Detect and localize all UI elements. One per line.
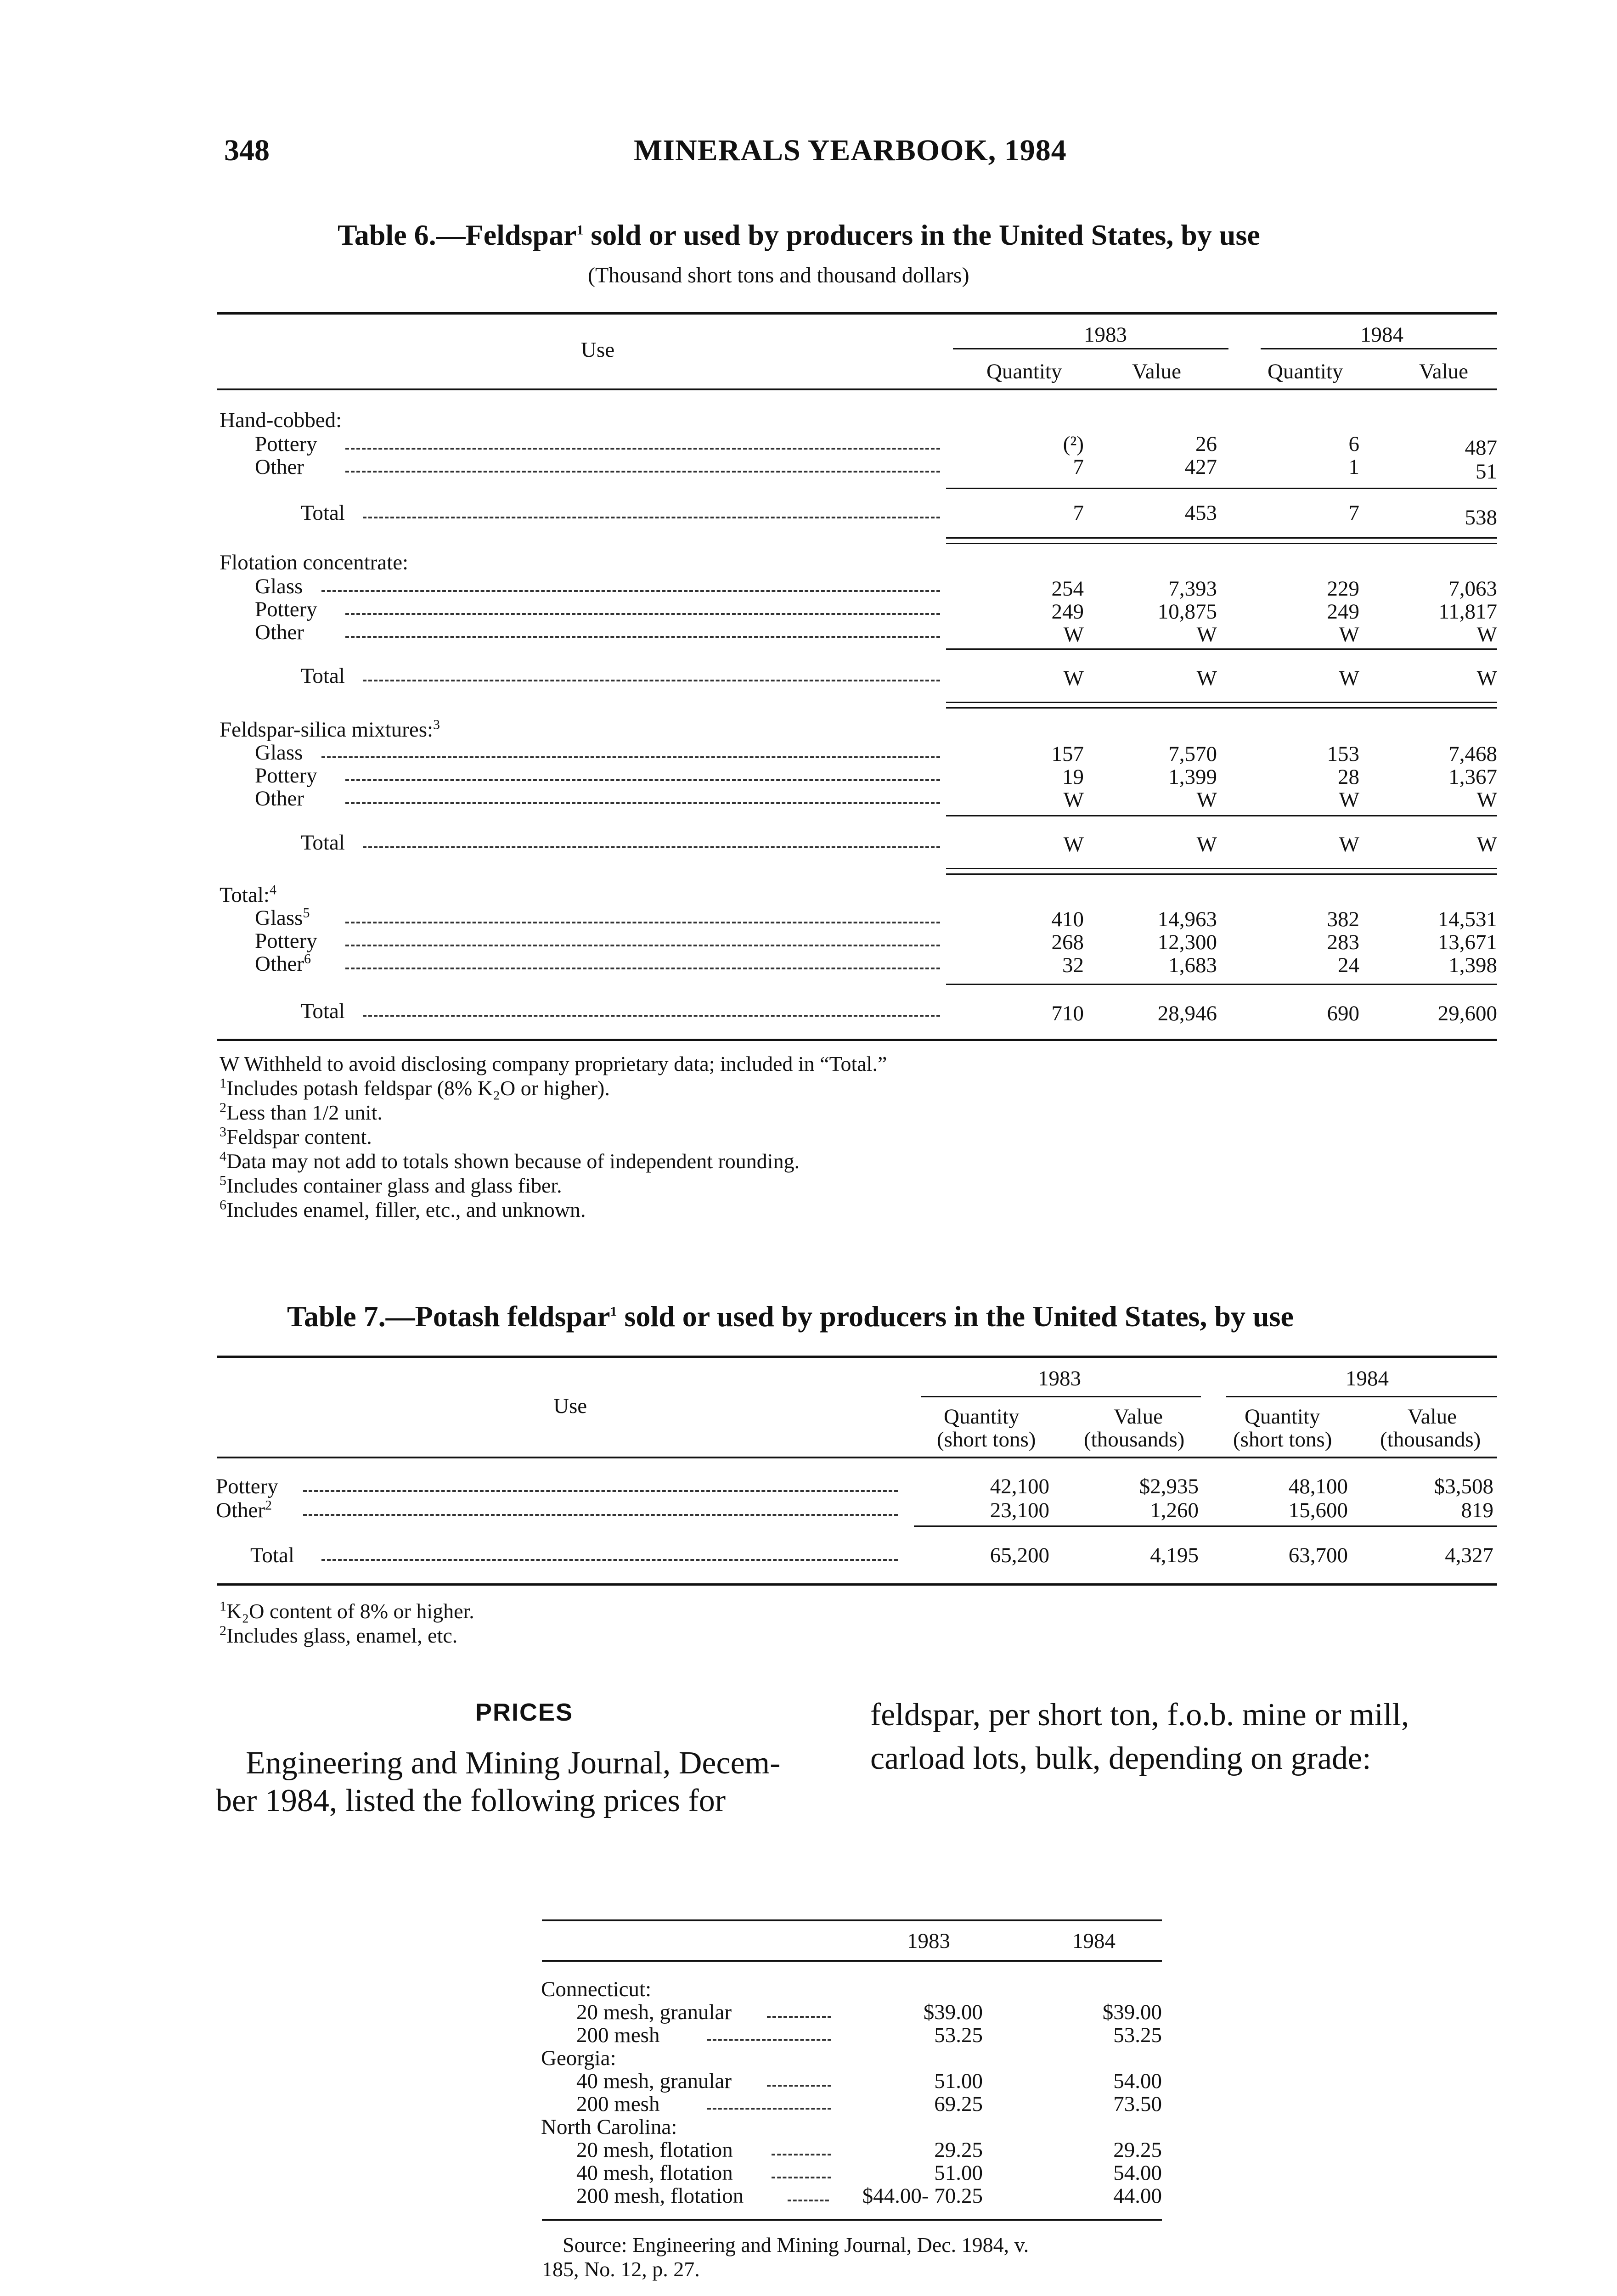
cell-q83: 410 bbox=[1051, 907, 1084, 931]
page-number: 348 bbox=[224, 134, 270, 167]
section-double-rule bbox=[946, 702, 1497, 703]
cell-q83: 32 bbox=[1062, 953, 1084, 977]
table6-col-use: Use bbox=[581, 338, 615, 362]
table7-col-quantity-unit-1983: (short tons) bbox=[937, 1428, 1036, 1452]
leader-dots bbox=[303, 1514, 898, 1516]
table6-top-rule bbox=[217, 312, 1497, 315]
table7-col-quantity-1984: Quantity bbox=[1245, 1405, 1320, 1429]
total-v83: W bbox=[1196, 666, 1217, 690]
footnote: $^4$Data may not add to totals shown because of independent rounding. bbox=[220, 1148, 800, 1173]
cell-v84: $3,508 bbox=[1434, 1474, 1493, 1498]
cell-v84: 7,063 bbox=[1448, 577, 1497, 601]
prices-state: North Carolina: bbox=[541, 2115, 677, 2139]
table7-top-rule bbox=[217, 1356, 1497, 1358]
prices-v83: 53.25 bbox=[934, 2023, 983, 2047]
cell-q84: 1 bbox=[1348, 455, 1359, 479]
prices-item-label: 40 mesh, flotation bbox=[576, 2161, 733, 2185]
cell-q84: 15,600 bbox=[1288, 1498, 1348, 1522]
row-label: Pottery bbox=[255, 432, 317, 456]
leader-dots bbox=[772, 2177, 831, 2178]
prices-v83: 51.00 bbox=[934, 2069, 983, 2093]
cell-v83: 7,570 bbox=[1168, 742, 1217, 766]
row-label: Other$^2$ bbox=[216, 1497, 272, 1522]
prices-state: Georgia: bbox=[541, 2046, 616, 2070]
leader-dots bbox=[363, 680, 940, 681]
section-double-rule bbox=[946, 543, 1497, 544]
leader-dots bbox=[363, 846, 940, 848]
total-label: Total bbox=[301, 999, 345, 1023]
prices-text-line: Engineering and Mining Journal, Decem- bbox=[246, 1745, 781, 1781]
prices-v83: $39.00 bbox=[923, 2000, 983, 2024]
row-label: Glass$^5$ bbox=[255, 905, 310, 930]
cell-v84: 487 bbox=[1465, 436, 1497, 460]
total-v84: W bbox=[1476, 833, 1497, 856]
cell-q83: (²) bbox=[1063, 432, 1084, 456]
total-q84: 690 bbox=[1327, 1002, 1359, 1025]
section-double-rule bbox=[946, 873, 1497, 875]
cell-v83: $2,935 bbox=[1139, 1474, 1199, 1498]
cell-v84: W bbox=[1476, 623, 1497, 647]
leader-dots bbox=[707, 2108, 831, 2110]
prices-v84: $39.00 bbox=[1102, 2000, 1162, 2024]
footnote: W Withheld to avoid disclosing company proprietary data; included in “Total.” bbox=[220, 1052, 887, 1075]
table6-subtitle: (Thousand short tons and thousand dollars) bbox=[588, 263, 969, 287]
leader-dots bbox=[345, 613, 940, 615]
subtotal-rule bbox=[914, 1525, 1497, 1527]
cell-q83: 249 bbox=[1051, 600, 1084, 624]
cell-v83: 1,260 bbox=[1150, 1498, 1199, 1522]
footnote: $^1$Includes potash feldspar (8% K₂O or higher). bbox=[220, 1075, 610, 1100]
table6-1984-rule bbox=[1261, 348, 1497, 349]
subtotal-rule bbox=[946, 488, 1497, 489]
section-double-rule bbox=[946, 707, 1497, 709]
cell-v83: 1,683 bbox=[1168, 953, 1217, 977]
row-label: Other bbox=[255, 787, 304, 810]
cell-q84: 6 bbox=[1348, 432, 1359, 456]
total-v83: 4,195 bbox=[1150, 1543, 1199, 1567]
table7-bottom-rule bbox=[217, 1583, 1497, 1586]
leader-dots bbox=[707, 2039, 831, 2041]
table7-title: Table 7.—Potash feldspar$^1$ sold or used by producers in the United States, by use bbox=[287, 1300, 1294, 1333]
prices-v83: 51.00 bbox=[934, 2161, 983, 2185]
total-q83: W bbox=[1063, 666, 1084, 690]
cell-q83: 157 bbox=[1051, 742, 1084, 766]
prices-header-rule bbox=[542, 1960, 1162, 1962]
cell-q84: 249 bbox=[1327, 600, 1359, 624]
total-v83: W bbox=[1196, 833, 1217, 856]
cell-q84: 28 bbox=[1338, 765, 1359, 789]
leader-dots bbox=[788, 2200, 829, 2201]
footnote: $^3$Feldspar content. bbox=[220, 1124, 372, 1148]
prices-text-line: carload lots, bulk, depending on grade: bbox=[870, 1741, 1371, 1776]
total-v83: 453 bbox=[1184, 501, 1217, 525]
cell-v84: 13,671 bbox=[1437, 930, 1497, 954]
leader-dots bbox=[767, 2085, 831, 2087]
row-label: Glass bbox=[255, 741, 303, 765]
cell-v84: 819 bbox=[1461, 1498, 1493, 1522]
leader-dots bbox=[345, 448, 940, 450]
total-v84: 4,327 bbox=[1445, 1543, 1493, 1567]
total-q83: W bbox=[1063, 833, 1084, 856]
cell-q83: 42,100 bbox=[990, 1474, 1049, 1498]
leader-dots bbox=[767, 2016, 831, 2018]
cell-q84: 48,100 bbox=[1288, 1474, 1348, 1498]
leader-dots bbox=[321, 1559, 898, 1561]
prices-source: 185, No. 12, p. 27. bbox=[542, 2257, 700, 2281]
cell-v84: 51 bbox=[1476, 460, 1497, 484]
cell-v83: 10,875 bbox=[1157, 600, 1217, 624]
table6-bottom-rule bbox=[217, 1039, 1497, 1041]
footnote: $^2$Includes glass, enamel, etc. bbox=[220, 1623, 458, 1647]
prices-source: Source: Engineering and Mining Journal, Dec. 1984, v. bbox=[563, 2233, 1029, 2257]
row-label: Pottery bbox=[255, 597, 317, 621]
table7-header-rule bbox=[217, 1457, 1497, 1458]
cell-v84: 11,817 bbox=[1438, 600, 1497, 624]
total-label: Total bbox=[250, 1543, 294, 1567]
row-label: Pottery bbox=[216, 1474, 278, 1498]
section-double-rule bbox=[946, 868, 1497, 869]
subtotal-rule bbox=[946, 648, 1497, 650]
table6-col-value-1984: Value bbox=[1419, 360, 1469, 383]
leader-dots bbox=[303, 1490, 898, 1492]
prices-state: Connecticut: bbox=[541, 1977, 652, 2001]
cell-v84: 1,398 bbox=[1448, 953, 1497, 977]
cell-q84: 229 bbox=[1327, 577, 1359, 601]
section-heading: Hand-cobbed: bbox=[220, 408, 342, 432]
prices-item-label: 40 mesh, granular bbox=[576, 2069, 732, 2093]
cell-q83: W bbox=[1063, 788, 1084, 812]
leader-dots bbox=[345, 968, 940, 969]
cell-v84: 1,367 bbox=[1448, 765, 1497, 789]
total-q84: 63,700 bbox=[1288, 1543, 1348, 1567]
leader-dots bbox=[345, 636, 940, 638]
cell-q83: W bbox=[1063, 623, 1084, 647]
prices-v84: 73.50 bbox=[1113, 2092, 1162, 2116]
leader-dots bbox=[363, 517, 940, 518]
total-q83: 65,200 bbox=[990, 1543, 1049, 1567]
table6-1983-rule bbox=[953, 348, 1228, 349]
table7-col-value-unit-1984: (thousands) bbox=[1380, 1428, 1481, 1452]
leader-dots bbox=[345, 779, 940, 781]
prices-top-rule bbox=[542, 1919, 1162, 1921]
prices-text-line: ber 1984, listed the following prices for bbox=[216, 1783, 726, 1818]
leader-dots bbox=[345, 922, 940, 923]
table6-col-quantity-1984: Quantity bbox=[1268, 360, 1343, 383]
prices-v84: 54.00 bbox=[1113, 2161, 1162, 2185]
total-label: Total bbox=[301, 831, 345, 855]
cell-v83: 427 bbox=[1184, 455, 1217, 479]
leader-dots bbox=[345, 945, 940, 946]
row-label: Pottery bbox=[255, 764, 317, 788]
table6-header-rule bbox=[217, 388, 1497, 390]
total-q84: W bbox=[1339, 833, 1359, 856]
section-heading: Flotation concentrate: bbox=[220, 551, 409, 574]
leader-dots bbox=[321, 756, 940, 758]
section-heading: Total:$^4$ bbox=[220, 882, 276, 907]
cell-q83: 7 bbox=[1073, 455, 1084, 479]
prices-item-label: 20 mesh, granular bbox=[576, 2000, 732, 2024]
table7-col-value-unit-1983: (thousands) bbox=[1084, 1428, 1185, 1452]
cell-q84: W bbox=[1339, 788, 1359, 812]
cell-q83: 268 bbox=[1051, 930, 1084, 954]
row-label: Other bbox=[255, 455, 304, 479]
cell-v83: 12,300 bbox=[1157, 930, 1217, 954]
cell-q84: W bbox=[1339, 623, 1359, 647]
row-label: Other$^6$ bbox=[255, 951, 311, 976]
prices-v84: 29.25 bbox=[1113, 2138, 1162, 2162]
cell-q84: 283 bbox=[1327, 930, 1359, 954]
cell-q84: 24 bbox=[1338, 953, 1359, 977]
leader-dots bbox=[321, 590, 940, 592]
footnote: $^1$K₂O content of 8% or higher. bbox=[220, 1598, 474, 1623]
prices-item-label: 20 mesh, flotation bbox=[576, 2138, 733, 2162]
total-v84: 29,600 bbox=[1437, 1002, 1497, 1025]
prices-text-line: feldspar, per short ton, f.o.b. mine or mill, bbox=[870, 1697, 1409, 1733]
prices-year-1984: 1984 bbox=[1072, 1929, 1116, 1953]
total-q84: 7 bbox=[1348, 501, 1359, 525]
table6-col-quantity-1983: Quantity bbox=[986, 360, 1062, 383]
table6-col-value-1983: Value bbox=[1132, 360, 1182, 383]
prices-heading: PRICES bbox=[475, 1699, 574, 1726]
section-heading: Feldspar-silica mixtures:$^3$ bbox=[220, 717, 440, 742]
section-double-rule bbox=[946, 537, 1497, 539]
cell-v83: W bbox=[1196, 623, 1217, 647]
prices-item-label: 200 mesh bbox=[576, 2092, 660, 2116]
leader-dots bbox=[772, 2154, 831, 2155]
cell-q83: 254 bbox=[1051, 577, 1084, 601]
leader-dots bbox=[363, 1015, 940, 1017]
cell-v84: 7,468 bbox=[1448, 742, 1497, 766]
total-v84: W bbox=[1476, 666, 1497, 690]
cell-q83: 19 bbox=[1062, 765, 1084, 789]
cell-v84: W bbox=[1476, 788, 1497, 812]
total-label: Total bbox=[301, 664, 345, 688]
table6-year-1983: 1983 bbox=[1084, 323, 1127, 347]
table7-col-quantity-unit-1984: (short tons) bbox=[1233, 1428, 1332, 1452]
cell-q83: 23,100 bbox=[990, 1498, 1049, 1522]
table6-title: Table 6.—Feldspar$^1$ sold or used by producers in the United States, by use bbox=[338, 219, 1260, 251]
prices-v83: $44.00- 70.25 bbox=[862, 2184, 983, 2208]
total-label: Total bbox=[301, 501, 345, 525]
footnote: $^6$Includes enamel, filler, etc., and unknown. bbox=[220, 1197, 586, 1221]
cell-v83: 14,963 bbox=[1157, 907, 1217, 931]
table7-col-value-1984: Value bbox=[1408, 1405, 1457, 1429]
prices-year-1983: 1983 bbox=[907, 1929, 950, 1953]
row-label: Other bbox=[255, 620, 304, 644]
total-v83: 28,946 bbox=[1157, 1002, 1217, 1025]
prices-v84: 53.25 bbox=[1113, 2023, 1162, 2047]
prices-bottom-rule bbox=[542, 2219, 1162, 2221]
prices-item-label: 200 mesh, flotation bbox=[576, 2184, 744, 2208]
table7-col-value-1983: Value bbox=[1114, 1405, 1163, 1429]
table6-year-1984: 1984 bbox=[1360, 323, 1403, 347]
footnote: $^5$Includes container glass and glass fiber. bbox=[220, 1173, 562, 1197]
subtotal-rule bbox=[946, 815, 1497, 816]
cell-q84: 153 bbox=[1327, 742, 1359, 766]
table7-col-quantity-1983: Quantity bbox=[944, 1405, 1020, 1429]
row-label: Glass bbox=[255, 574, 303, 598]
cell-q84: 382 bbox=[1327, 907, 1359, 931]
table7-1983-rule bbox=[921, 1396, 1201, 1397]
prices-v83: 69.25 bbox=[934, 2092, 983, 2116]
cell-v84: 14,531 bbox=[1437, 907, 1497, 931]
prices-v84: 44.00 bbox=[1113, 2184, 1162, 2208]
cell-v83: 7,393 bbox=[1168, 577, 1217, 601]
running-title: MINERALS YEARBOOK, 1984 bbox=[634, 134, 1067, 167]
table7-col-use: Use bbox=[553, 1394, 587, 1418]
total-q83: 7 bbox=[1073, 501, 1084, 525]
cell-v83: W bbox=[1196, 788, 1217, 812]
cell-v83: 1,399 bbox=[1168, 765, 1217, 789]
total-q84: W bbox=[1339, 666, 1359, 690]
total-v84: 538 bbox=[1465, 506, 1497, 529]
prices-v84: 54.00 bbox=[1113, 2069, 1162, 2093]
footnote: $^2$Less than 1/2 unit. bbox=[220, 1100, 383, 1124]
table7-1984-rule bbox=[1226, 1396, 1497, 1397]
prices-item-label: 200 mesh bbox=[576, 2023, 660, 2047]
table7-year-1984: 1984 bbox=[1346, 1367, 1389, 1390]
subtotal-rule bbox=[946, 984, 1497, 985]
row-label: Pottery bbox=[255, 929, 317, 953]
total-q83: 710 bbox=[1051, 1002, 1084, 1025]
leader-dots bbox=[345, 471, 940, 473]
prices-v83: 29.25 bbox=[934, 2138, 983, 2162]
leader-dots bbox=[345, 802, 940, 804]
table7-year-1983: 1983 bbox=[1038, 1367, 1081, 1390]
cell-v83: 26 bbox=[1195, 432, 1217, 456]
